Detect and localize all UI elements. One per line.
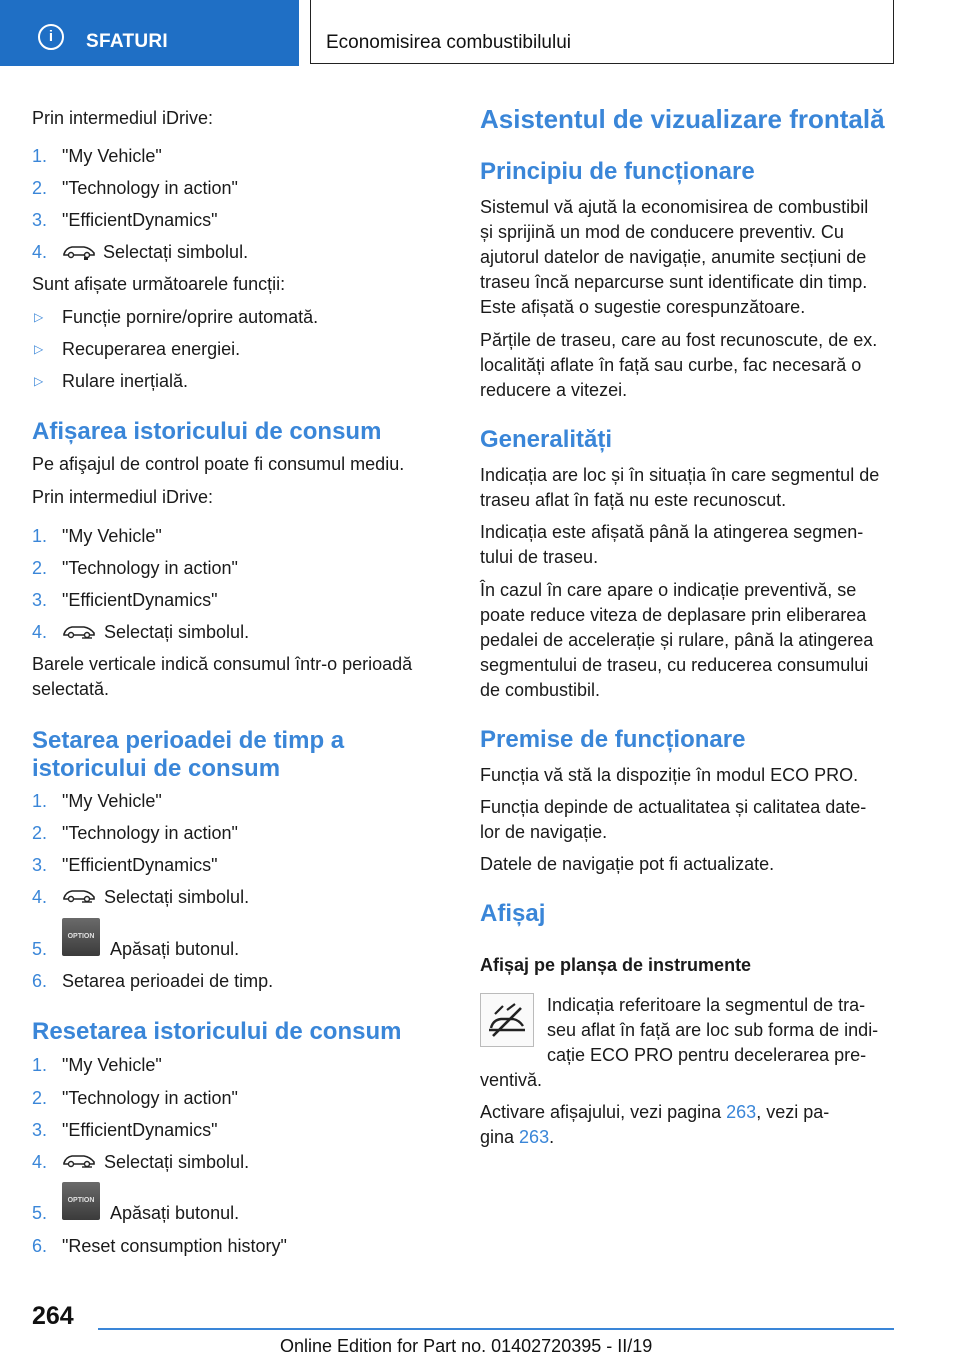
list-number: 1. — [32, 1055, 48, 1075]
list-number: 2. — [32, 178, 48, 198]
paragraph-line: reducere a vitezei. — [480, 380, 628, 400]
list-number: 2. — [32, 823, 48, 843]
list-number: 5. — [32, 939, 48, 959]
paragraph-line: de combustibil. — [480, 680, 601, 700]
list-item: "Technology in action" — [62, 1088, 238, 1108]
page-link-263[interactable]: 263 — [519, 1127, 550, 1147]
list-number: 5. — [32, 1203, 48, 1223]
car-symbol-icon — [62, 622, 96, 640]
heading-general: Generalități — [480, 426, 613, 453]
option-button-icon: OPTION — [62, 918, 100, 956]
list-item: Selectați simbolul. — [104, 622, 250, 642]
list-number: 6. — [32, 971, 48, 991]
list-number: 2. — [32, 558, 48, 578]
bullet-triangle-icon: ▷ — [34, 342, 44, 356]
info-icon: i — [38, 24, 64, 50]
list-number: 3. — [32, 210, 48, 230]
paragraph-line: Datele de navigație pot fi actualizate. — [480, 854, 775, 874]
list-item: "My Vehicle" — [62, 1055, 162, 1075]
list-number: 1. — [32, 791, 48, 811]
paragraph-line: Indicația referitoare la segmentul de tra- — [547, 995, 866, 1015]
list-number: 1. — [32, 146, 48, 166]
paragraph-line: ventivă. — [480, 1070, 543, 1090]
paragraph-history: Pe afişajul de control poate fi consumul mediu. — [32, 454, 405, 474]
paragraph-line: segmentului de traseu, cu reducerea consumului — [480, 655, 869, 675]
paragraph-line: localități aflate în față sau curbe, fac necesară o — [480, 355, 862, 375]
footer-divider — [98, 1328, 894, 1330]
paragraph-bars-2: selectată. — [32, 679, 110, 699]
list-item: "Technology in action" — [62, 178, 238, 198]
paragraph-bars-1: Barele verticale indică consumul într-o perioadă — [32, 654, 413, 674]
paragraph-line: cație ECO PRO pentru decelerarea pre- — [547, 1045, 867, 1065]
paragraph-line: ajutorul datelor de navigație, anumite secțiuni de — [480, 247, 867, 267]
paragraph-activation-2: gina 263. — [480, 1127, 555, 1147]
list-item: "My Vehicle" — [62, 526, 162, 546]
paragraph-line: traseu încă neparcurse sunt identificate din timp. — [480, 272, 868, 292]
list-number: 4. — [32, 1152, 48, 1172]
heading-display: Afișaj — [480, 900, 546, 927]
heading-period-1: Setarea perioadei de timp a — [32, 727, 345, 754]
option-button-icon: OPTION — [62, 1182, 100, 1220]
page-number: 264 — [32, 1302, 74, 1330]
paragraph-line: lor de navigație. — [480, 822, 608, 842]
paragraph-line: Funcția vă stă la dispoziție în modul ECO PRO. — [480, 765, 859, 785]
heading-premise: Premise de funcționare — [480, 726, 746, 753]
paragraph-line: În cazul în care apare o indicație preventivă, se — [480, 580, 857, 600]
heading-principle: Principiu de funcționare — [480, 158, 755, 185]
paragraph-line: și sprijină un mod de conducere preventiv. Cu — [480, 222, 844, 242]
list-item: "EfficientDynamics" — [62, 855, 218, 875]
list-item: "Reset consumption history" — [62, 1236, 287, 1256]
list-number: 2. — [32, 1088, 48, 1108]
list-item: "EfficientDynamics" — [62, 1120, 218, 1140]
paragraph-line: poate reduce viteza de deplasare prin eliberarea — [480, 605, 867, 625]
list-number: 4. — [32, 242, 48, 262]
section-title: Economisirea combustibilului — [326, 32, 571, 53]
list-item: Setarea perioadei de timp. — [62, 971, 274, 991]
car-symbol-icon — [62, 886, 96, 904]
eco-pro-deceleration-icon — [480, 993, 534, 1047]
heading-period-2: istoricului de consum — [32, 755, 281, 782]
list-item: "EfficientDynamics" — [62, 590, 218, 610]
heading-history: Afișarea istoricului de consum — [32, 418, 382, 445]
paragraph-line: Părțile de traseu, care au fost recunoscute, de ex. — [480, 330, 878, 350]
paragraph-intro-2: Prin intermediul iDrive: — [32, 487, 214, 507]
bullet-triangle-icon: ▷ — [34, 374, 44, 388]
paragraph-line: Este afișată o sugestie corespunzătoare. — [480, 297, 806, 317]
paragraph-line: seu aflat în față are loc sub forma de indi- — [547, 1020, 879, 1040]
list-item: "Technology in action" — [62, 823, 238, 843]
list-number: 4. — [32, 622, 48, 642]
paragraph-line: tului de traseu. — [480, 547, 599, 567]
heading-cluster: Afișaj pe planșa de instrumente — [480, 955, 752, 975]
list-item: Selectați simbolul. — [103, 242, 249, 262]
bullet-item: Rulare inerțială. — [62, 371, 189, 391]
list-item: "EfficientDynamics" — [62, 210, 218, 230]
list-number: 3. — [32, 590, 48, 610]
list-item: "Technology in action" — [62, 558, 238, 578]
list-number: 4. — [32, 887, 48, 907]
paragraph-line: Indicația are loc și în situația în care segmentul de — [480, 465, 880, 485]
paragraph-activation: Activare afișajului, vezi pagina 263, vezi pa- — [480, 1102, 830, 1122]
list-item: Apăsați butonul. — [110, 1203, 240, 1223]
list-number: 1. — [32, 526, 48, 546]
paragraph-line: Funcția depinde de actualitatea și calitatea date- — [480, 797, 867, 817]
heading-reset: Resetarea istoricului de consum — [32, 1018, 402, 1045]
list-item: Selectați simbolul. — [104, 887, 250, 907]
list-item: Apăsați butonul. — [110, 939, 240, 959]
paragraph-line: pedalei de accelerație și rulare, până la atingerea — [480, 630, 874, 650]
paragraph-line: Indicația este afișată până la atingerea segmen- — [480, 522, 864, 542]
list-number: 3. — [32, 855, 48, 875]
list-number: 6. — [32, 1236, 48, 1256]
header-tab-label: SFATURI — [86, 31, 168, 52]
list-number: 3. — [32, 1120, 48, 1140]
list-item: "My Vehicle" — [62, 791, 162, 811]
car-symbol-icon — [62, 242, 96, 260]
paragraph-functions: Sunt afișate următoarele funcții: — [32, 274, 286, 294]
bullet-item: Funcție pornire/oprire automată. — [62, 307, 319, 327]
list-item: "My Vehicle" — [62, 146, 162, 166]
list-item: Selectați simbolul. — [104, 1152, 250, 1172]
footer-edition: Online Edition for Part no. 01402720395 - II/19 — [280, 1336, 653, 1356]
paragraph-line: Sistemul vă ajută la economisirea de combustibil — [480, 197, 869, 217]
heading-main: Asistentul de vizualizare frontală — [480, 104, 885, 134]
paragraph-intro-1: Prin intermediul iDrive: — [32, 108, 214, 128]
bullet-item: Recuperarea energiei. — [62, 339, 241, 359]
car-symbol-icon — [62, 1151, 96, 1169]
page-link-263[interactable]: 263 — [726, 1102, 757, 1122]
bullet-triangle-icon: ▷ — [34, 310, 44, 324]
paragraph-line: traseu aflat în față nu este recunoscut. — [480, 490, 787, 510]
